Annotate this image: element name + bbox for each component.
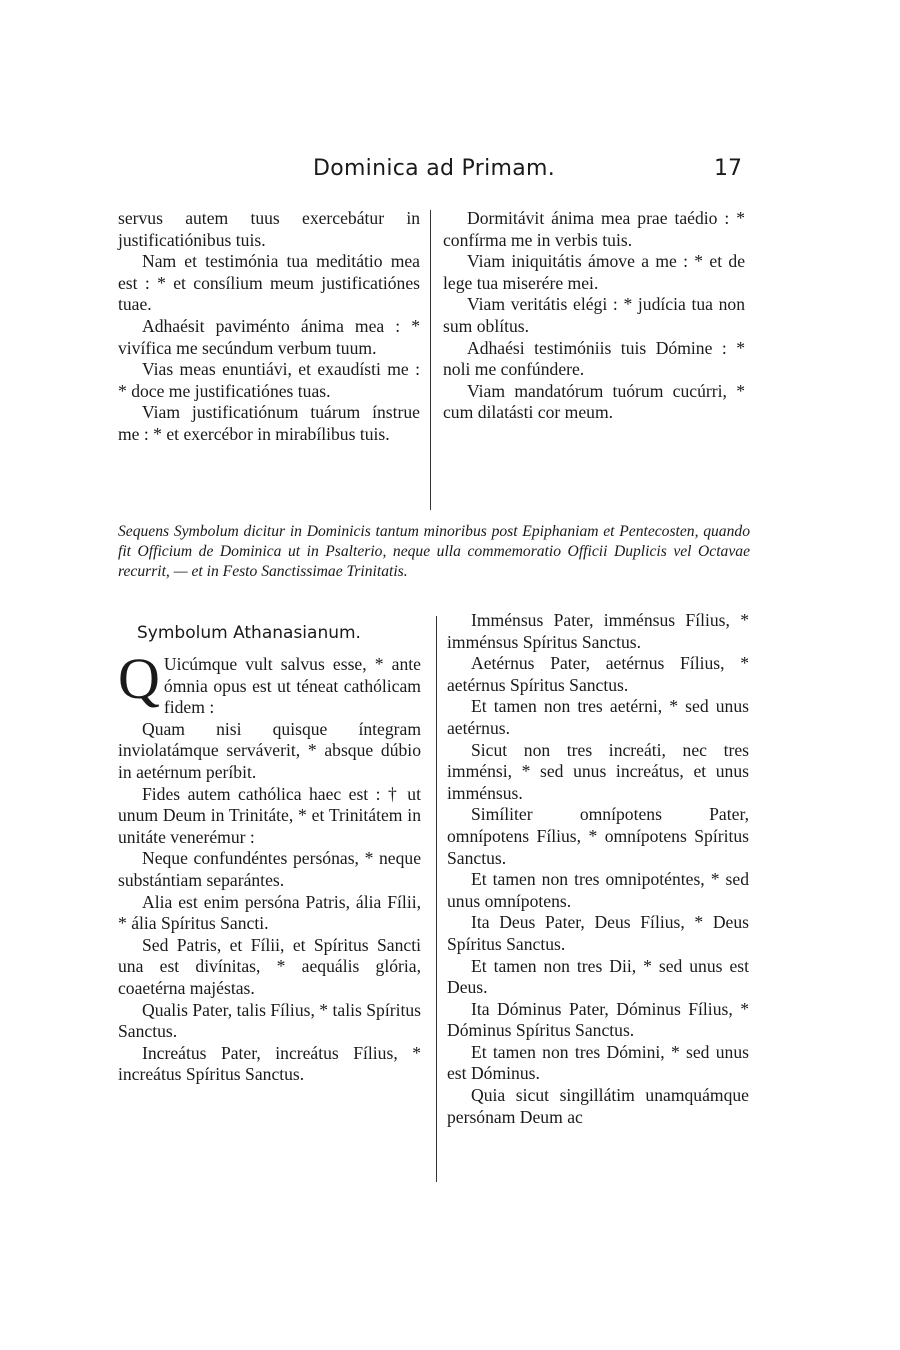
verse: Et tamen non tres Dii, * sed unus est Deus.	[447, 955, 749, 998]
verse: Imménsus Pater, imménsus Fílius, * imménsus Spíritus Sanctus.	[447, 610, 749, 652]
verse: Simíliter omnípotens Pater, omnípotens Fílius, * omnípotens Spíritus Sanctus.	[447, 804, 749, 868]
verse: Ita Dóminus Pater, Dóminus Fílius, * Dóminus Spíritus Sanctus.	[447, 998, 749, 1041]
verse: Et tamen non tres omnipoténtes, * sed unus omnípotens.	[447, 869, 749, 911]
first-verse-text: Uicúmque vult salvus esse, * ante ómnia opus est ut téneat cathólicam fidem :	[163, 654, 421, 718]
verse: Neque confundéntes persónas, * neque substántiam separántes.	[118, 848, 421, 890]
verse: servus autem tuus exercebátur in justificatiónibus tuis.	[118, 208, 420, 250]
verse: Qualis Pater, talis Fílius, * talis Spíritus Sanctus.	[118, 999, 421, 1042]
verse: Nam et testimónia tua meditátio mea est : * et consílium meum justificatiónes tuae.	[118, 251, 420, 315]
verse: Viam mandatórum tuórum cucúrri, * cum dilatásti cor meum.	[443, 380, 745, 423]
verse: Viam iniquitátis ámove a me : * et de lege tua miserére mei.	[443, 251, 745, 293]
verse: Quia sicut singillátim unamquámque persónam Deum ac	[447, 1085, 749, 1127]
verse: Dormitávit ánima mea prae taédio : * confírma me in verbis tuis.	[443, 208, 745, 250]
rubric: Sequens Symbolum dicitur in Dominicis tantum minoribus post Epiphaniam et Pentecosten, quando fit Officium de Dominica ut in Psalterio, neque ulla commemoratio Officii Duplicis vel Octavae recurrit, — et in Festo Sanctissimae Trinitatis.	[118, 523, 750, 580]
page-number: 17	[714, 156, 742, 181]
verse: Et tamen non tres aetérni, * sed unus aetérnus.	[447, 696, 749, 738]
verse: Sed Patris, et Fílii, et Spíritus Sancti una est divínitas, * aequális glória, coaetérna majéstas.	[118, 934, 421, 998]
verse: Et tamen non tres Dómini, * sed unus est Dóminus.	[447, 1041, 749, 1084]
verse: Quam nisi quisque íntegram inviolatámque serváverit, * absque dúbio in aetérnum períbit.	[118, 718, 421, 782]
verse: Ita Deus Pater, Deus Fílius, * Deus Spíritus Sanctus.	[447, 912, 749, 954]
top-right-column	[443, 208, 745, 424]
running-title: Dominica ad Primam.	[312, 156, 556, 181]
verse: Fides autem cathólica haec est : † ut unum Deum in Trinitáte, * et Trinitátem in unitáte venerémur :	[118, 783, 421, 847]
page-header	[118, 156, 750, 192]
verse: Increátus Pater, increátus Fílius, * increátus Spíritus Sanctus.	[118, 1042, 421, 1085]
first-verse	[118, 646, 421, 719]
column-divider	[436, 616, 437, 1182]
verse: Viam veritátis elégi : * judícia tua non sum oblítus.	[443, 294, 745, 336]
verse: Adhaésit paviménto ánima mea : * vivífica me secúndum verbum tuum.	[118, 315, 420, 358]
section-heading: Symbolum Athanasianum.	[137, 623, 361, 643]
verse: Aetérnus Pater, aetérnus Fílius, * aetérnus Spíritus Sanctus.	[447, 653, 749, 695]
drop-cap: Q	[118, 646, 160, 711]
verse: Viam justificatiónum tuárum ínstrue me : * et exercébor in mirabílibus tuis.	[118, 402, 420, 444]
top-left-column	[118, 208, 420, 446]
bottom-left-column	[118, 646, 421, 1086]
column-divider	[430, 210, 431, 510]
verse: Vias meas enuntiávi, et exaudísti me : * doce me justificatiónes tuas.	[118, 359, 420, 401]
verse: Alia est enim persóna Patris, ália Fílii, * ália Spíritus Sancti.	[118, 891, 421, 934]
verse: Sicut non tres increáti, nec tres imménsi, * sed unus increátus, et unus imménsus.	[447, 739, 749, 803]
verse: Adhaési testimóniis tuis Dómine : * noli me confúndere.	[443, 337, 745, 380]
bottom-right-column	[447, 610, 749, 1128]
